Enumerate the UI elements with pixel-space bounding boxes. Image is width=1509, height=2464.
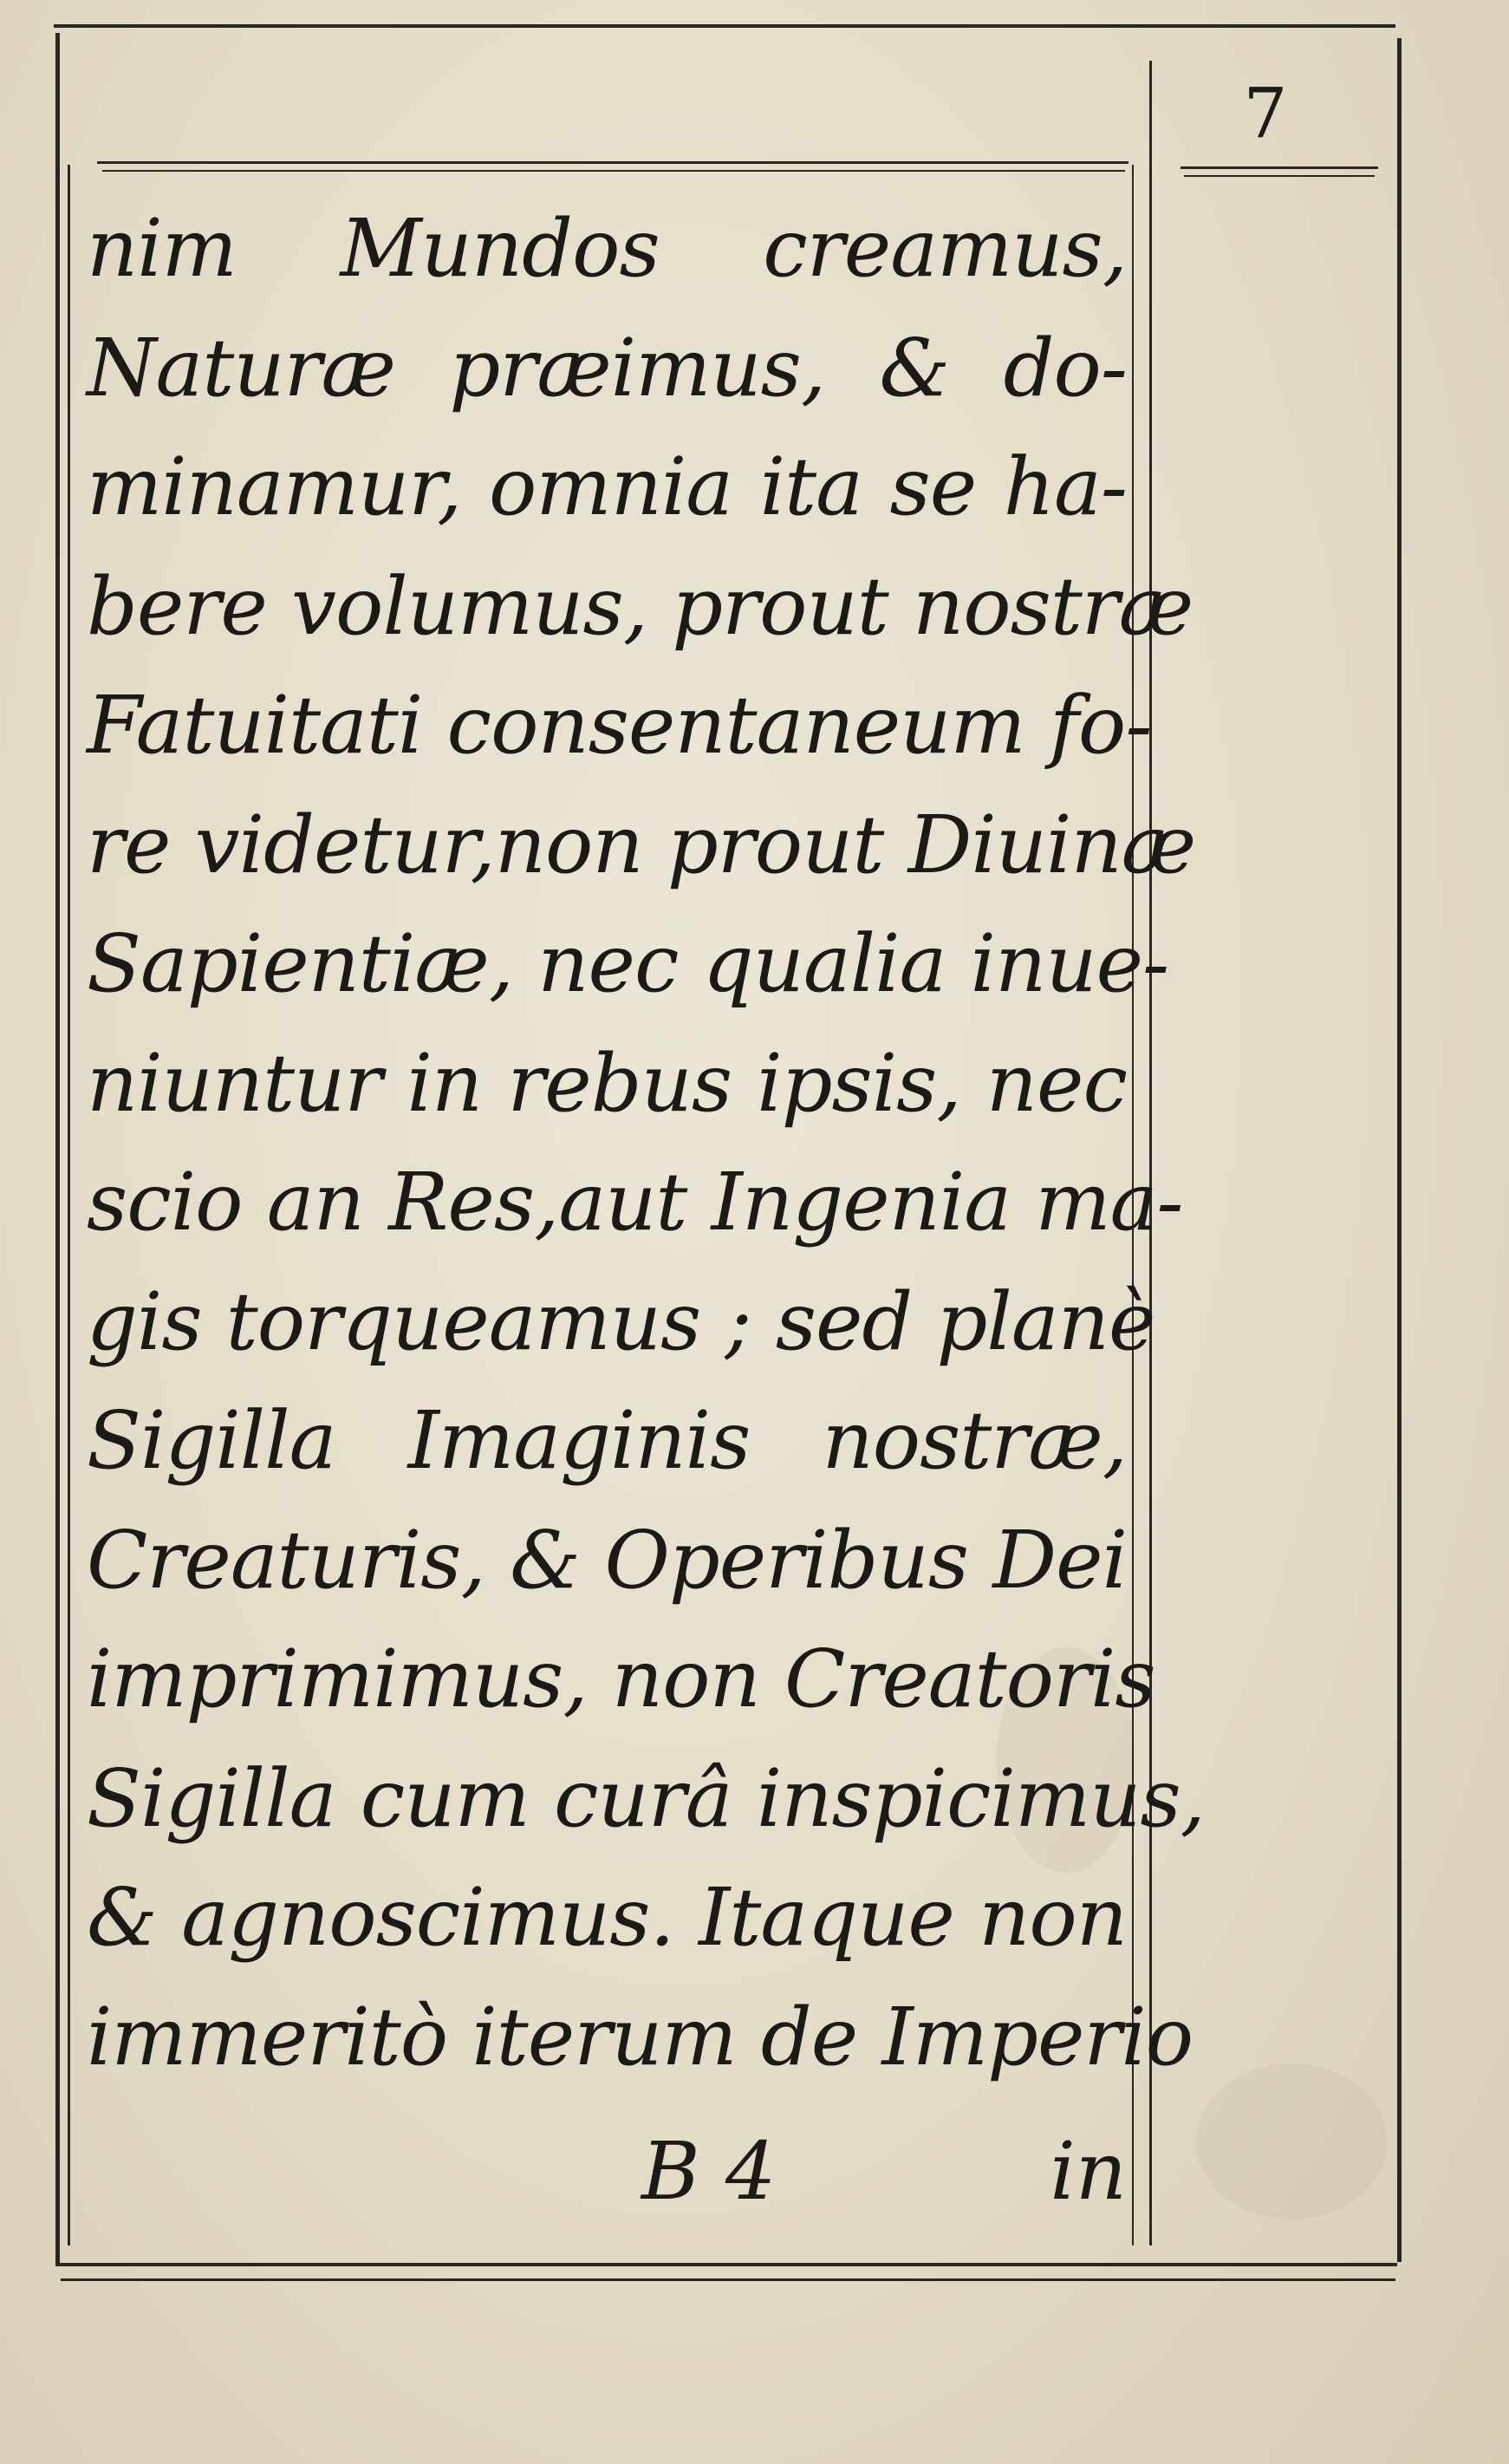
frame-left-rule (55, 33, 60, 2265)
text-line: bere volumus, prout nostræ (87, 559, 1194, 653)
margin-header-rule (1181, 166, 1378, 169)
text-line: & agnoscimus. Itaque non (87, 1871, 1127, 1964)
paper-stain (1196, 2063, 1387, 2220)
text-line: Sapientiæ, nec qualia inue- (87, 917, 1169, 1010)
text-line: Creaturis, & Operibus Dei (87, 1513, 1127, 1607)
text-line: niuntur in rebus ipsis, nec (87, 1036, 1127, 1130)
signature-mark: B 4 (641, 2125, 777, 2218)
body-text (87, 189, 1205, 2096)
text-line: Sigilla Imaginis nostræ, (87, 1394, 1127, 1487)
frame-right-rule (1397, 38, 1402, 2262)
text-line: Naturæ præimus, & do- (87, 321, 1127, 414)
page-footer (87, 2124, 1127, 2220)
text-line: Fatuitati consentaneum fo- (87, 679, 1152, 772)
text-line: scio an Res,aut Ingenia ma- (87, 1156, 1183, 1248)
text-block-left-rule (68, 165, 70, 2246)
text-line: imprimimus, non Creatoris (87, 1633, 1155, 1725)
frame-bottom-rule-inner (61, 2278, 1395, 2281)
page-number: 7 (1243, 73, 1288, 153)
text-line: minamur, omnia ita se ha- (87, 440, 1127, 533)
text-line: immeritò iterum de Imperio (87, 1990, 1194, 2083)
text-line: re videtur,non prout Diuinæ (87, 798, 1196, 891)
frame-top-rule (54, 24, 1395, 28)
text-line: gis torqueamus ; sed planè (87, 1274, 1155, 1368)
text-line: nim Mundos creamus, (87, 202, 1127, 295)
margin-header-rule-inner (1184, 175, 1375, 177)
header-rule-inner (102, 170, 1125, 172)
frame-bottom-rule (55, 2263, 1397, 2266)
header-rule (97, 161, 1128, 164)
margin-column-rule (1149, 61, 1152, 2246)
catchword: in (1050, 2125, 1127, 2218)
text-line: Sigilla cum curâ inspicimus, (87, 1751, 1205, 1845)
